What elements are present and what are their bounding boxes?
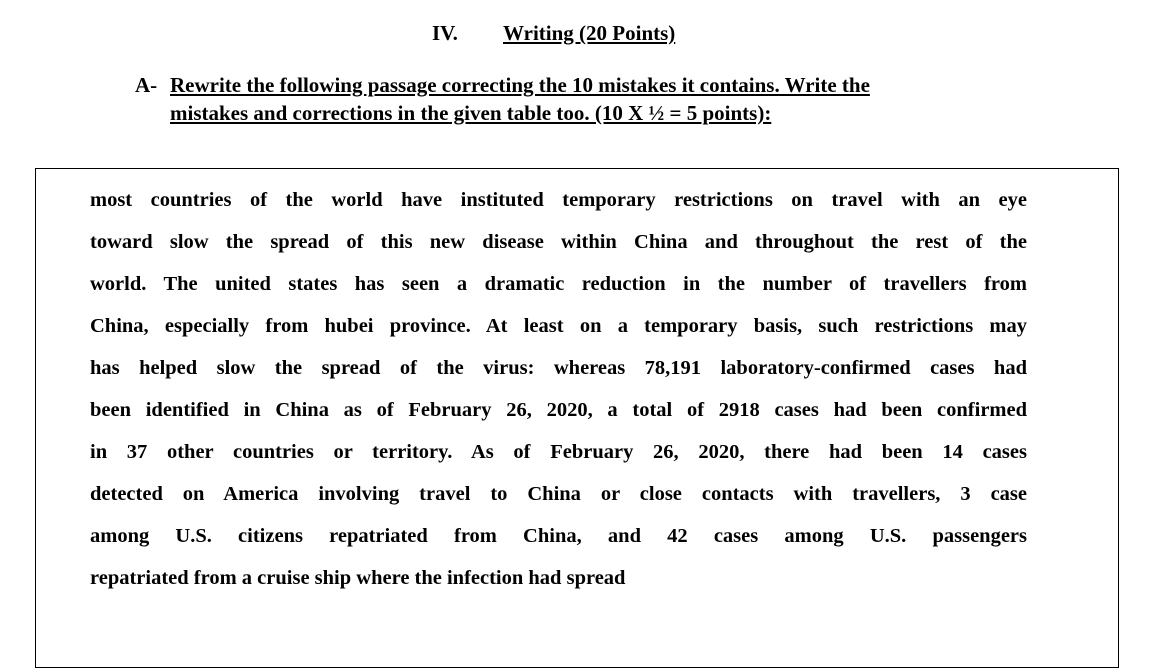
- passage-text: [90, 179, 1027, 599]
- passage-line: repatriated from a cruise ship where the infection had spread: [90, 567, 626, 589]
- task-line: Rewrite the following passage correcting the 10 mistakes it contains. Write the: [170, 73, 870, 97]
- passage-line: been identified in China as of February 26, 2020, a total of 2918 cases had been confirmed: [90, 399, 1027, 421]
- passage-line: China, especially from hubei province. At least on a temporary basis, such restrictions may: [90, 315, 1027, 337]
- passage-line: among U.S. citizens repatriated from China, and 42 cases among U.S. passengers: [90, 525, 1027, 547]
- passage-line: detected on America involving travel to China or close contacts with travellers, 3 case: [90, 483, 1027, 505]
- section-title: Writing (20 Points): [503, 21, 676, 45]
- passage-line: has helped slow the spread of the virus: whereas 78,191 laboratory-confirmed cases had: [90, 357, 1027, 379]
- section-heading: [0, 19, 1153, 49]
- passage-line: toward slow the spread of this new disease within China and throughout the rest of the: [90, 231, 1027, 253]
- passage-box: [35, 168, 1119, 668]
- task-label: A-: [135, 73, 158, 97]
- passage-line: in 37 other countries or territory. As of February 26, 2020, there had been 14 cases: [90, 441, 1027, 463]
- passage-line: most countries of the world have instituted temporary restrictions on travel with an eye: [90, 189, 1027, 211]
- task-text: [170, 71, 990, 127]
- task-line: mistakes and corrections in the given table too. (10 X ½ = 5 points):: [170, 101, 772, 125]
- passage-line: world. The united states has seen a dramatic reduction in the number of travellers from: [90, 273, 1027, 295]
- section-number: IV.: [432, 21, 458, 45]
